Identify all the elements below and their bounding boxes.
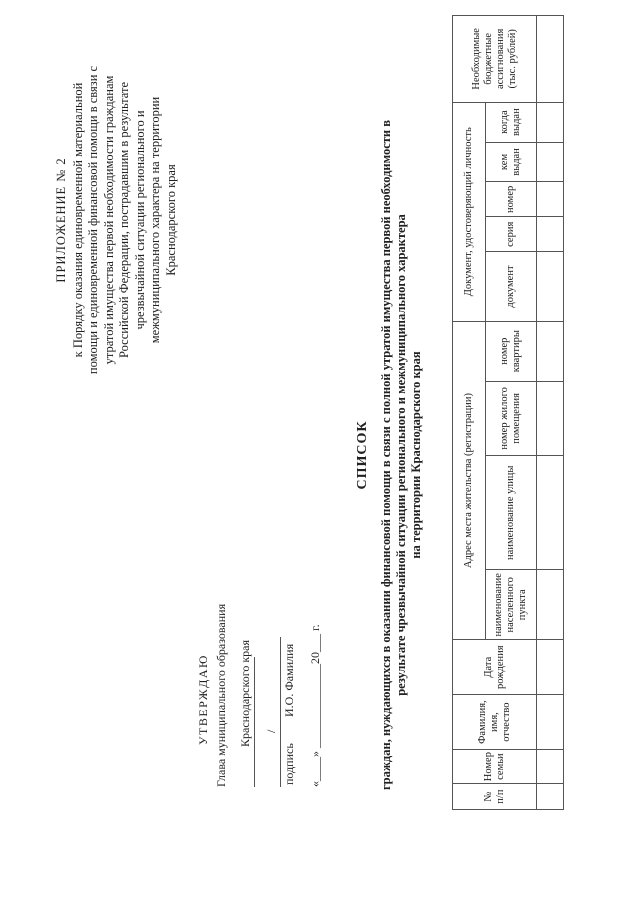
header-dwelling: номер жилого помещения bbox=[486, 381, 537, 456]
table-cell bbox=[537, 570, 564, 640]
table-cell bbox=[537, 102, 564, 142]
appendix-line: помощи и единовременной финансовой помощи в связи с bbox=[86, 65, 100, 375]
list-subtitle-line: граждан, нуждающихся в оказании финансовой помощи в связи с полной утратой имущества первой необходимости в bbox=[379, 120, 393, 791]
citizens-table bbox=[452, 15, 564, 810]
table-cell bbox=[537, 695, 564, 750]
appendix-line: межмуниципального характера на территории bbox=[148, 96, 162, 344]
appendix-heading: ПРИЛОЖЕНИЕ № 2 bbox=[54, 157, 68, 283]
header-number: номер bbox=[486, 182, 537, 217]
list-title-block bbox=[355, 45, 424, 865]
header-address-group: Адрес места жительства (регистрации) bbox=[453, 321, 486, 639]
header-settlement: наименование населенного пункта bbox=[486, 570, 537, 640]
appendix-line: к Порядку оказания единовременной материальной bbox=[70, 82, 85, 358]
header-apartment: номер квартиры bbox=[486, 321, 537, 381]
header-street: наименование улицы bbox=[486, 456, 537, 570]
signature-underline bbox=[280, 637, 281, 787]
table-cell bbox=[537, 217, 564, 252]
list-subtitle-line: на территории Краснодарского края bbox=[409, 351, 423, 559]
table-cell bbox=[537, 321, 564, 381]
table-cell bbox=[537, 182, 564, 217]
header-document: документ bbox=[486, 252, 537, 322]
appendix-line: чрезвычайной ситуации регионального и bbox=[132, 110, 147, 330]
table-cell bbox=[537, 750, 564, 784]
header-series: серия bbox=[486, 217, 537, 252]
list-subtitle-line: результате чрезвычайной ситуации регионального и межмуниципального характера bbox=[394, 214, 408, 696]
appendix-line: Российской Федерации, пострадавшим в результате bbox=[117, 81, 131, 359]
table-cell bbox=[537, 784, 564, 810]
table-cell bbox=[537, 381, 564, 456]
table-row bbox=[537, 16, 564, 810]
appendix-line: утратой имущества первой необходимости гражданам bbox=[101, 75, 116, 365]
region-underline bbox=[254, 657, 255, 787]
header-family: Номер семьи bbox=[453, 750, 537, 784]
signature-caption: подпись bbox=[282, 743, 296, 785]
header-birth: Дата рождения bbox=[453, 640, 537, 695]
header-issued-when: когда выдан bbox=[486, 102, 537, 142]
header-name: Фамилия, имя, отчество bbox=[453, 695, 537, 750]
header-issued-by: кем выдан bbox=[486, 142, 537, 182]
approval-date-line: «____» ______________20___ г. bbox=[308, 624, 322, 787]
list-title: СПИСОК bbox=[355, 420, 370, 490]
appendix-line: Краснодарского края bbox=[163, 164, 178, 276]
header-budget: Необходимые бюджетные ассигнования (тыс. рублей) bbox=[453, 16, 537, 103]
table-cell bbox=[537, 16, 564, 103]
approval-title: УТВЕРЖДАЮ bbox=[196, 654, 210, 745]
signature-slash: / bbox=[264, 729, 278, 733]
approval-region: Краснодарского края bbox=[238, 639, 252, 747]
table-cell bbox=[537, 142, 564, 182]
table-cell bbox=[537, 640, 564, 695]
approval-org: Глава муниципального образования bbox=[214, 603, 228, 787]
table-cell bbox=[537, 456, 564, 570]
name-caption: И.О. Фамилия bbox=[282, 643, 296, 717]
appendix-block bbox=[54, 55, 179, 385]
header-num: № п/п bbox=[453, 784, 537, 810]
header-document-group: Документ, удостоверяющий личность bbox=[453, 102, 486, 321]
table-cell bbox=[537, 252, 564, 322]
